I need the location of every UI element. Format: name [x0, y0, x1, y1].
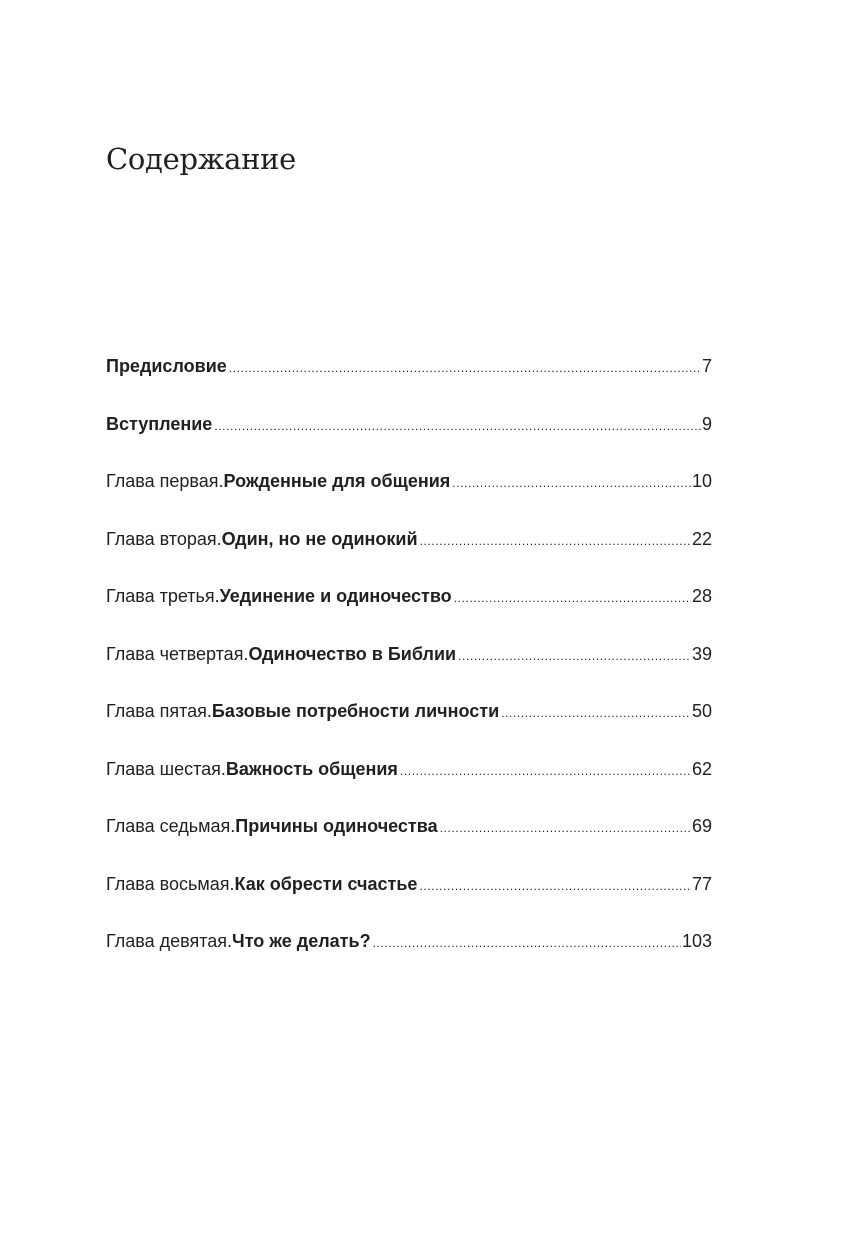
toc-entry-introduction[interactable]: [106, 406, 712, 464]
dot-leader: [229, 350, 701, 386]
toc-entry-prefix: Глава четвертая.: [106, 643, 249, 664]
toc-entry-title: Базовые потребности личности: [211, 701, 500, 721]
toc-entry-prefix: Глава восьмая.: [106, 873, 235, 894]
toc-entry-chapter-8[interactable]: [106, 866, 712, 924]
toc-entry-title: Как обрести счастье: [234, 873, 418, 894]
dot-leader: [420, 523, 691, 559]
toc-entry-title: Важность общения: [225, 758, 398, 779]
dot-leader: [440, 810, 691, 846]
toc-entry-chapter-1[interactable]: [106, 463, 712, 521]
toc-entry-chapter-5[interactable]: [106, 693, 712, 751]
toc-entry-prefix: Глава пятая.: [106, 701, 212, 721]
toc-entry-title: Причины одиночества: [235, 816, 438, 836]
toc-entry-prefix: Глава седьмая.: [106, 816, 236, 836]
toc-entry-chapter-2[interactable]: [106, 521, 712, 579]
dot-leader: [373, 925, 681, 961]
toc-entry-chapter-3[interactable]: [106, 578, 712, 636]
page-title: Содержание: [106, 142, 297, 176]
toc-entry-prefix: Глава вторая.: [106, 528, 222, 549]
toc-entry-preface[interactable]: [106, 348, 712, 406]
toc-entry-page-number: 9: [701, 413, 712, 434]
dot-leader: [454, 580, 691, 616]
toc-entry-page-number: 50: [691, 701, 712, 721]
toc-entry-page-number: 103: [681, 931, 712, 951]
toc-entry-page-number: 62: [691, 758, 712, 779]
toc-entry-title: Один, но не одинокий: [221, 528, 418, 549]
toc-entry-title: Предисловие: [106, 356, 227, 376]
toc-entry-title: Уединение и одиночество: [219, 586, 452, 606]
toc-entry-page-number: 77: [691, 873, 712, 894]
table-of-contents: [106, 348, 712, 981]
dot-leader: [452, 465, 691, 501]
toc-entry-page-number: 28: [691, 586, 712, 606]
toc-entry-page-number: 7: [701, 356, 712, 376]
toc-entry-page-number: 10: [691, 471, 712, 491]
toc-entry-page-number: 39: [691, 643, 712, 664]
toc-entry-page-number: 69: [691, 816, 712, 836]
dot-leader: [214, 408, 701, 444]
toc-entry-prefix: Глава девятая.: [106, 931, 233, 951]
dot-leader: [419, 868, 691, 904]
toc-entry-prefix: Глава первая.: [106, 471, 224, 491]
toc-entry-title: Одиночество в Библии: [248, 643, 457, 664]
toc-entry-prefix: Глава шестая.: [106, 758, 226, 779]
toc-entry-page-number: 22: [691, 528, 712, 549]
dot-leader: [400, 753, 691, 789]
toc-entry-chapter-9[interactable]: [106, 923, 712, 981]
toc-entry-chapter-6[interactable]: [106, 751, 712, 809]
toc-entry-prefix: Глава третья.: [106, 586, 220, 606]
toc-entry-chapter-7[interactable]: [106, 808, 712, 866]
toc-entry-title: Что же делать?: [232, 931, 371, 951]
toc-entry-chapter-4[interactable]: [106, 636, 712, 694]
toc-entry-title: Вступление: [106, 413, 213, 434]
toc-entry-title: Рожденные для общения: [223, 471, 451, 491]
dot-leader: [501, 695, 691, 731]
dot-leader: [458, 638, 691, 674]
